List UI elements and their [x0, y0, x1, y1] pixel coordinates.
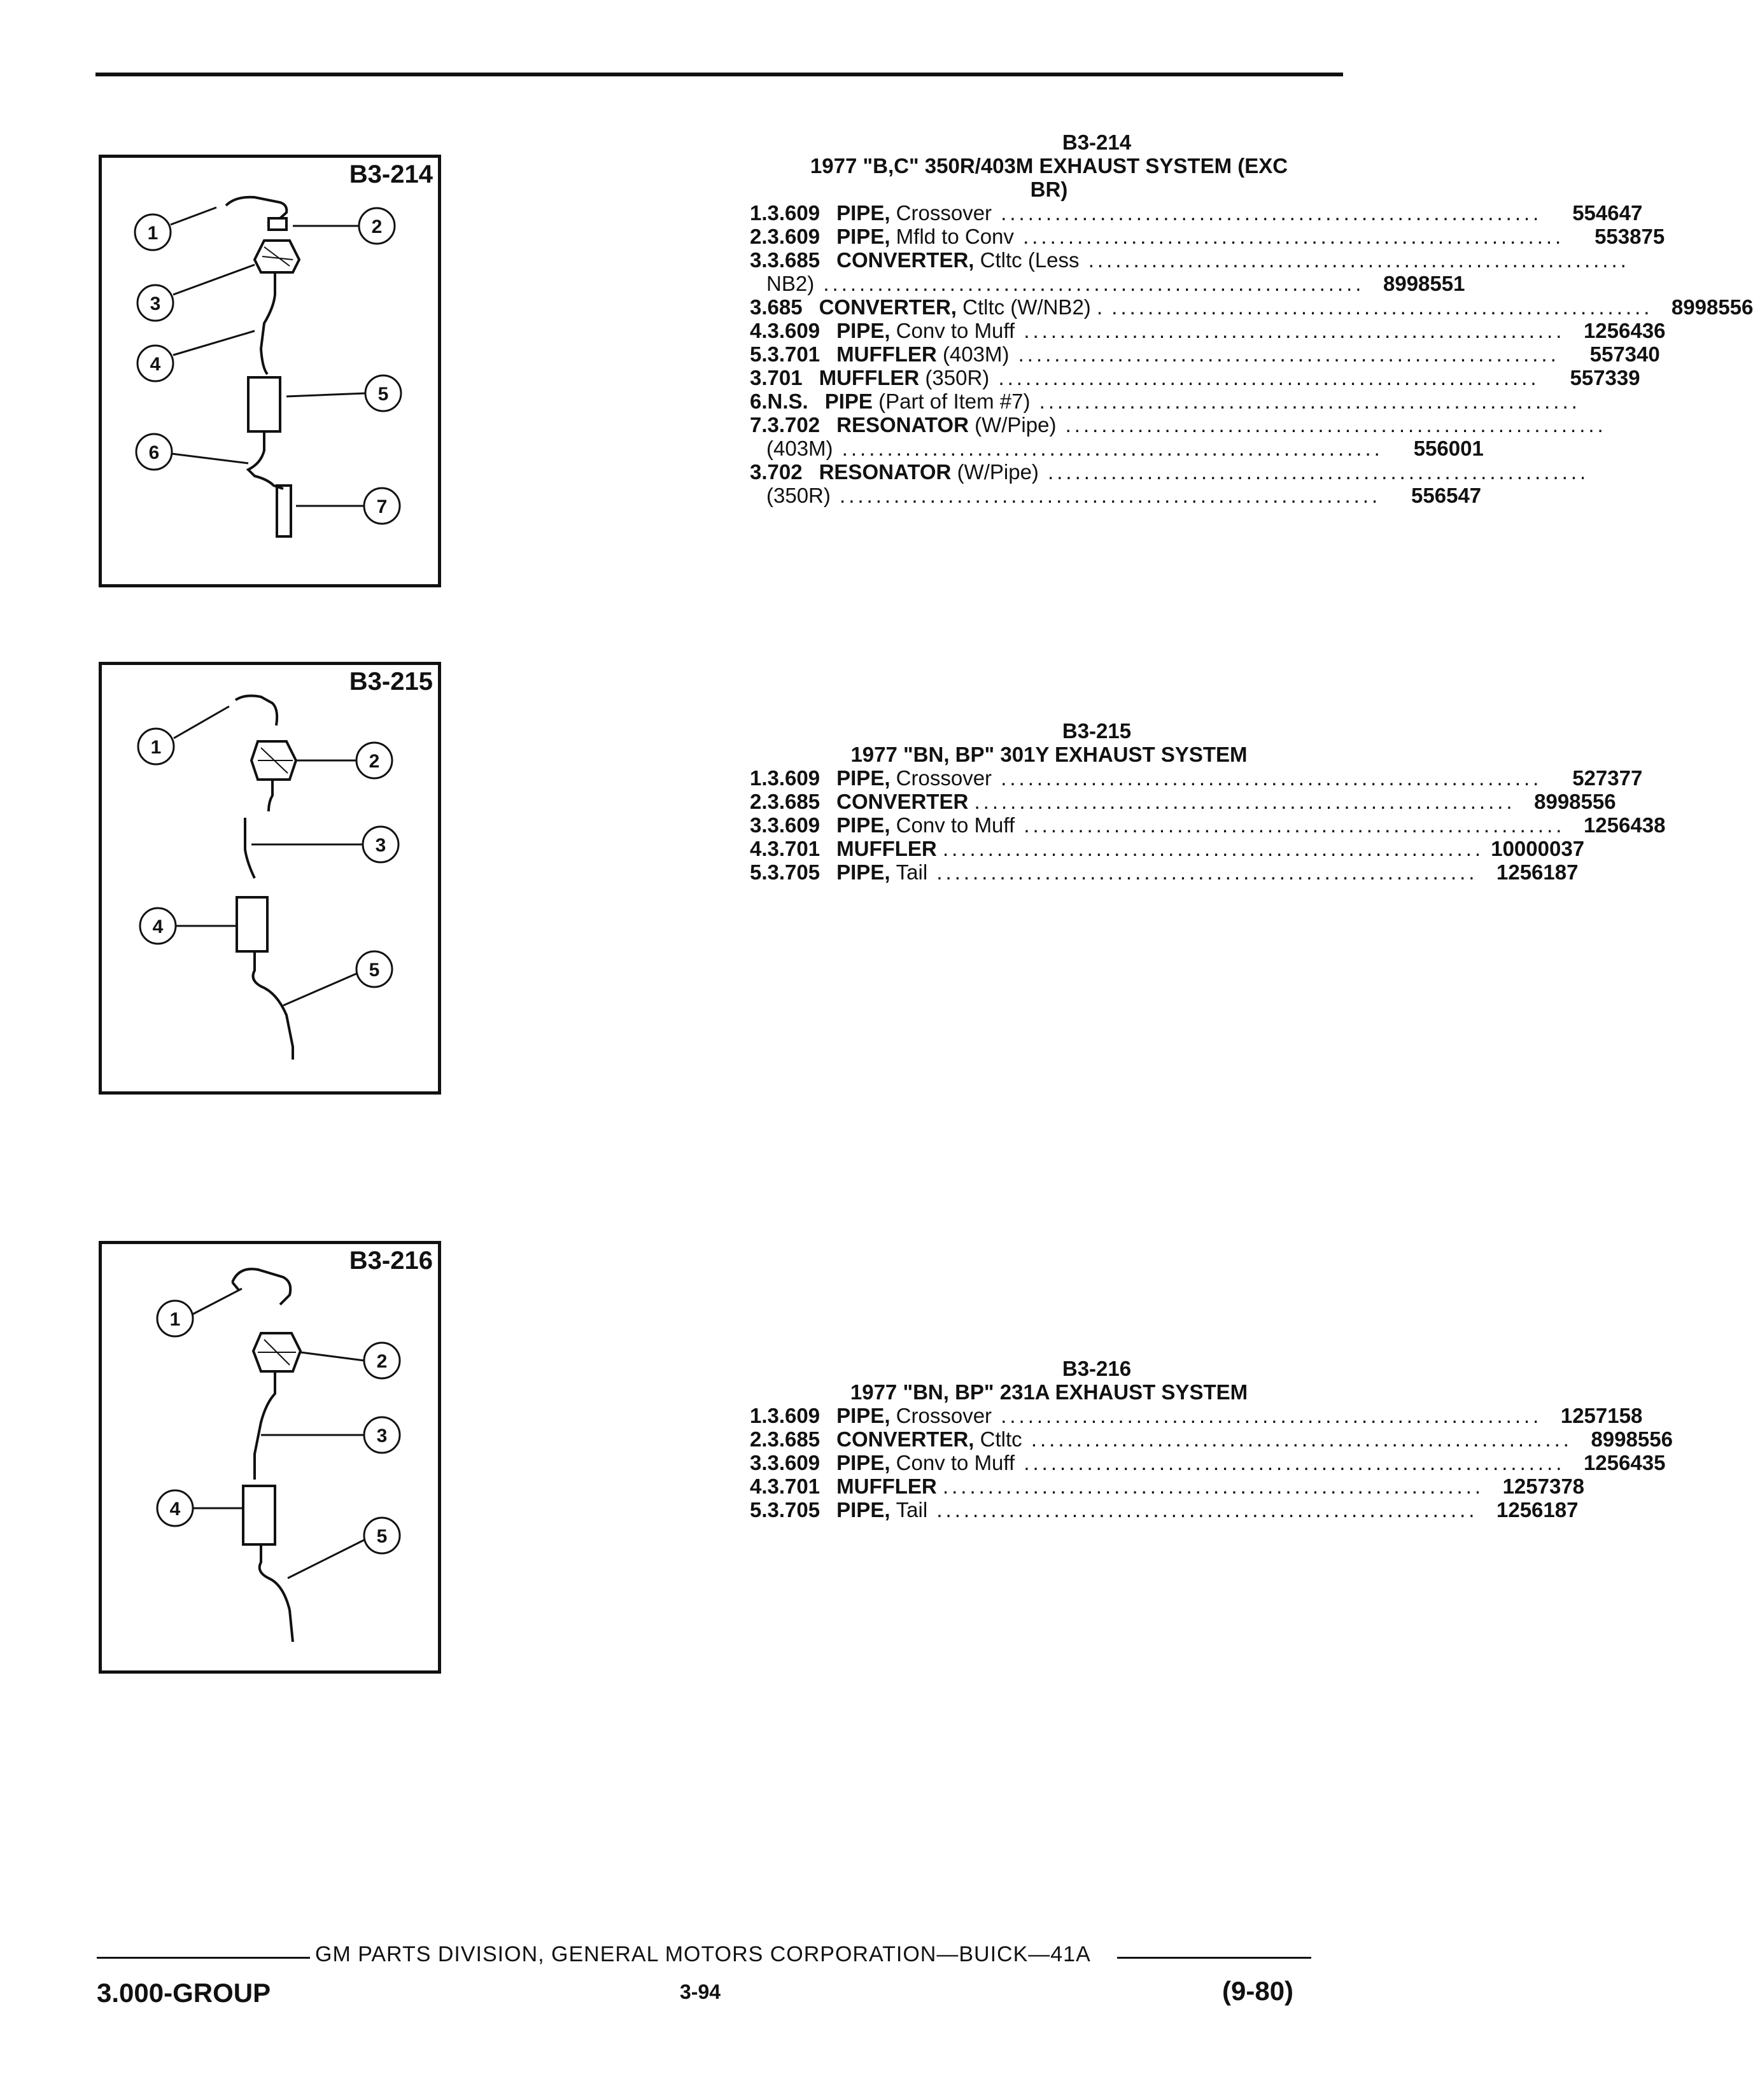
- part-name: PIPE,: [836, 225, 896, 248]
- part-description: [836, 1498, 1477, 1522]
- footer-page-number: 3-94: [680, 1980, 721, 2003]
- callout-4: 4: [150, 354, 161, 375]
- group-number: 3.702: [750, 460, 803, 484]
- footer-rule-right: [1117, 1957, 1311, 1959]
- part-number: 8998556: [1671, 295, 1753, 319]
- leader-dots: ............................................................: [1009, 342, 1559, 366]
- footer-date: (9-80): [1222, 1976, 1294, 2006]
- leader-dots: ............................................................: [989, 366, 1540, 389]
- item-number: 1.: [750, 201, 768, 225]
- part-number: 8998551: [1383, 272, 1465, 295]
- leader-dots: ............................................................: [992, 201, 1542, 225]
- tail-pipe-shape: [260, 1544, 293, 1642]
- part-number: 1256187: [1496, 860, 1579, 884]
- parts-rows: [750, 766, 1666, 884]
- part-name: CONVERTER,: [836, 1427, 980, 1451]
- part-detail: Crossover: [896, 1404, 992, 1427]
- item-number: 6.: [750, 389, 768, 413]
- part-detail: (403M): [766, 437, 833, 460]
- muff-pipe-shape: [255, 1371, 275, 1480]
- leader-dots: ............................................................: [942, 837, 1484, 860]
- leader-dots: ............................................................: [1079, 248, 1630, 272]
- section-title: 1977 "BN, BP" 231A EXHAUST SYSTEM: [850, 1380, 1248, 1404]
- part-name: PIPE,: [836, 1451, 896, 1474]
- part-number: 556001: [1413, 437, 1484, 460]
- exhaust-diagram: [102, 665, 438, 1091]
- group-number: 3.609: [767, 201, 820, 225]
- group-number: 3.609: [767, 813, 820, 837]
- item-number: 2.: [750, 225, 768, 248]
- parts-row: [750, 813, 1666, 837]
- part-detail: NB2): [766, 272, 815, 295]
- item-number: 1.: [750, 766, 768, 790]
- parts-row: [750, 272, 1465, 295]
- part-number: 557339: [1570, 366, 1640, 389]
- part-description: [836, 813, 1565, 837]
- part-number: 554647: [1572, 201, 1643, 225]
- part-description: [836, 1404, 1542, 1427]
- part-description: [819, 366, 1540, 389]
- item-number: 2.: [750, 1427, 768, 1451]
- part-number: 1256436: [1583, 319, 1666, 342]
- group-number: 3.609: [767, 1451, 820, 1474]
- part-name: PIPE,: [836, 813, 896, 837]
- part-number: 527377: [1572, 766, 1643, 790]
- callout-4: 4: [169, 1499, 181, 1520]
- item-number: 4.: [750, 1474, 768, 1498]
- group-number: 3.685: [767, 1427, 820, 1451]
- group-number: 3.609: [767, 319, 820, 342]
- parts-row: [750, 413, 1607, 437]
- crossover-pipe-shape: [226, 197, 286, 218]
- parts-row: [750, 1498, 1579, 1522]
- muffler-shape: [237, 897, 267, 951]
- item-number: 5.: [750, 342, 768, 366]
- part-name: PIPE,: [836, 1404, 896, 1427]
- callout-1: 1: [150, 737, 162, 758]
- parts-row: [750, 1404, 1643, 1427]
- parts-row: [750, 1474, 1585, 1498]
- section-id: B3-216: [1062, 1357, 1132, 1380]
- parts-row: [750, 860, 1579, 884]
- callout-5: 5: [369, 960, 380, 981]
- leader-dots: ............................................................: [1013, 225, 1565, 248]
- part-detail: Ctltc (Less: [980, 248, 1080, 272]
- leader-dots: ............................................................: [992, 1404, 1542, 1427]
- part-number: 1256187: [1496, 1498, 1579, 1522]
- part-number: [1607, 413, 1707, 437]
- part-number: 8998556: [1534, 790, 1616, 813]
- leader-dots: ............................................................: [830, 484, 1381, 507]
- part-name: CONVERTER,: [819, 295, 963, 319]
- part-detail: Conv to Muff: [896, 319, 1015, 342]
- part-number: 556547: [1411, 484, 1482, 507]
- tail-pipe-shape: [253, 951, 293, 1060]
- parts-row: [750, 1451, 1666, 1474]
- parts-rows: [750, 1404, 1673, 1522]
- leader-dots: ............................................................: [927, 860, 1478, 884]
- part-description: [836, 201, 1542, 225]
- part-detail: Conv to Muff: [896, 813, 1015, 837]
- exhaust-diagram: [102, 158, 438, 584]
- parts-row: [750, 389, 1581, 413]
- muff-pipe-shape: [261, 272, 275, 374]
- parts-list-b3-215: [750, 719, 1666, 884]
- leader-dots: ............................................................: [942, 1474, 1484, 1498]
- muffler-shape: [248, 377, 280, 431]
- item-number: 3.: [750, 248, 768, 272]
- footer-division: GM PARTS DIVISION, GENERAL MOTORS CORPORATION—BUICK—41A: [315, 1942, 1091, 1966]
- parts-list-b3-214: [750, 130, 1753, 507]
- group-number: 3.701: [750, 366, 803, 389]
- parts-row: [750, 248, 1630, 272]
- callout-3: 3: [375, 835, 386, 856]
- item-number: 4.: [750, 319, 768, 342]
- part-description: [819, 460, 1589, 484]
- part-description: [766, 484, 1381, 507]
- part-description: [836, 860, 1477, 884]
- part-detail: Conv to Muff: [896, 1451, 1015, 1474]
- group-number: 3.701: [767, 1474, 820, 1498]
- item-number: 4.: [750, 837, 768, 860]
- item-number: 5.: [750, 1498, 768, 1522]
- part-number: [1581, 389, 1681, 413]
- part-name: RESONATOR: [836, 413, 975, 437]
- part-detail: Mfld to Conv: [896, 225, 1014, 248]
- parts-row: [750, 790, 1616, 813]
- parts-row: [750, 1427, 1673, 1451]
- part-name: RESONATOR: [819, 460, 957, 484]
- part-detail: (W/Pipe): [975, 413, 1057, 437]
- figure-id: B3-214: [349, 160, 433, 188]
- leader-dots: ............................................................: [992, 766, 1542, 790]
- parts-row: [750, 366, 1640, 389]
- part-description: [836, 413, 1607, 437]
- group-number: 3.685: [750, 295, 803, 319]
- group-number: 3.685: [767, 248, 820, 272]
- group-number: 3.701: [767, 837, 820, 860]
- group-number: [750, 272, 766, 295]
- callout-6: 6: [148, 442, 160, 463]
- part-detail: (350R): [925, 366, 990, 389]
- part-description: [836, 342, 1559, 366]
- item-number: 1.: [750, 1404, 768, 1427]
- group-number: 3.685: [767, 790, 820, 813]
- item-number: 5.: [750, 860, 768, 884]
- part-name: PIPE,: [836, 766, 896, 790]
- footer-group: 3.000-GROUP: [97, 1978, 271, 2008]
- part-name: CONVERTER,: [836, 248, 980, 272]
- muff-pipe-shape: [245, 780, 272, 878]
- callout-5: 5: [377, 384, 389, 405]
- part-name: PIPE: [824, 389, 879, 413]
- part-detail: Tail: [896, 860, 928, 884]
- group-number: 3.702: [767, 413, 820, 437]
- part-name: MUFFLER: [836, 342, 943, 366]
- part-name: PIPE,: [836, 201, 896, 225]
- part-number: [1589, 460, 1689, 484]
- part-description: [766, 272, 1364, 295]
- part-number: [1630, 248, 1730, 272]
- part-description: [836, 319, 1565, 342]
- mfld-pipe-shape: [269, 218, 286, 230]
- intermediate-pipe-shape: [248, 431, 283, 489]
- parts-row: [750, 837, 1585, 860]
- exhaust-diagram: [102, 1244, 438, 1670]
- part-description: [836, 766, 1542, 790]
- part-description: [819, 295, 1653, 319]
- part-description: [836, 1451, 1565, 1474]
- footer-rule-left: [97, 1957, 310, 1959]
- part-detail: Crossover: [896, 766, 992, 790]
- parts-row: [750, 437, 1484, 460]
- part-number: 8998556: [1591, 1427, 1673, 1451]
- leader-dots: ............................................................: [1056, 413, 1607, 437]
- part-number: 10000037: [1491, 837, 1585, 860]
- item-number: 7.: [750, 413, 768, 437]
- figure-id: B3-215: [349, 668, 433, 696]
- figure-b3-215: [99, 662, 441, 1095]
- muffler-shape: [243, 1486, 275, 1544]
- group-number: 3.705: [767, 860, 820, 884]
- section-title: 1977 "B,C" 350R/403M EXHAUST SYSTEM (EXC: [810, 154, 1288, 178]
- part-name: MUFFLER: [836, 1474, 943, 1498]
- section-title: 1977 "BN, BP" 301Y EXHAUST SYSTEM: [850, 743, 1248, 766]
- part-number: 1257378: [1502, 1474, 1585, 1498]
- parts-row: [750, 342, 1660, 366]
- part-detail: (Part of Item #7): [878, 389, 1031, 413]
- callout-1: 1: [169, 1309, 181, 1330]
- section-id: B3-214: [1062, 130, 1132, 154]
- part-detail: Crossover: [896, 201, 992, 225]
- parts-row: [750, 295, 1753, 319]
- leader-dots: ............................................................: [1038, 460, 1589, 484]
- leader-dots: ............................................................: [1015, 319, 1565, 342]
- group-number: [750, 484, 766, 507]
- group-number: 3.609: [767, 766, 820, 790]
- parts-row: [750, 201, 1643, 225]
- part-number: 553875: [1595, 225, 1665, 248]
- parts-row: [750, 766, 1643, 790]
- part-description: [825, 389, 1581, 413]
- group-number: 3.705: [767, 1498, 820, 1522]
- parts-row: [750, 484, 1482, 507]
- item-number: 3.: [750, 813, 768, 837]
- callout-4: 4: [152, 916, 164, 937]
- section-id: B3-215: [1062, 719, 1132, 743]
- group-number: 3.609: [767, 1404, 820, 1427]
- leader-dots: ............................................................: [1022, 1427, 1572, 1451]
- callout-3: 3: [376, 1425, 388, 1446]
- part-description: [836, 837, 1484, 860]
- parts-list-b3-216: [750, 1357, 1673, 1522]
- callout-5: 5: [376, 1526, 388, 1547]
- figure-id: B3-216: [349, 1247, 433, 1275]
- leader-dots: ............................................................: [1015, 813, 1565, 837]
- group-number: 3.609: [767, 225, 820, 248]
- part-number: 1256438: [1583, 813, 1666, 837]
- parts-row: [750, 460, 1589, 484]
- leader-dots: ............................................................: [1030, 389, 1581, 413]
- part-detail: (W/Pipe): [957, 460, 1039, 484]
- part-number: 1256435: [1583, 1451, 1666, 1474]
- part-detail: Ctltc: [980, 1427, 1022, 1451]
- top-rule: [95, 73, 1343, 76]
- part-description: [836, 1474, 1484, 1498]
- parts-rows: [750, 201, 1753, 507]
- part-description: [836, 248, 1630, 272]
- callout-group: [135, 207, 401, 524]
- item-number: 2.: [750, 790, 768, 813]
- part-detail: (350R): [766, 484, 831, 507]
- part-detail: Ctltc (W/NB2) .: [962, 295, 1103, 319]
- leader-dots: ............................................................: [1102, 295, 1653, 319]
- callout-2: 2: [369, 751, 380, 772]
- group-number: N.S.: [767, 389, 808, 413]
- part-name: MUFFLER: [819, 366, 926, 389]
- figure-b3-216: [99, 1241, 441, 1674]
- part-name: PIPE,: [836, 860, 896, 884]
- leader-dots: ............................................................: [1015, 1451, 1565, 1474]
- part-number: 557340: [1589, 342, 1660, 366]
- crossover-pipe-shape: [232, 1269, 290, 1305]
- callout-7: 7: [376, 496, 388, 517]
- item-number: 3.: [750, 1451, 768, 1474]
- part-description: [836, 1427, 1572, 1451]
- part-description: [836, 790, 1515, 813]
- part-name: CONVERTER: [836, 790, 975, 813]
- crossover-pipe-shape: [236, 696, 277, 725]
- callout-3: 3: [150, 293, 161, 314]
- parts-row: [750, 225, 1665, 248]
- part-detail: (403M): [942, 342, 1010, 366]
- resonator-shape: [277, 486, 291, 536]
- part-name: PIPE,: [836, 319, 896, 342]
- part-number: 1257158: [1560, 1404, 1643, 1427]
- leader-dots: ............................................................: [927, 1498, 1478, 1522]
- figure-b3-214: [99, 155, 441, 587]
- callout-1: 1: [147, 223, 158, 244]
- part-detail: Tail: [896, 1498, 928, 1522]
- leader-dots: ............................................................: [814, 272, 1365, 295]
- leader-dots: ............................................................: [974, 790, 1516, 813]
- callout-2: 2: [376, 1351, 388, 1372]
- leader-dots: ............................................................: [833, 437, 1383, 460]
- section-title-continued: BR): [1030, 178, 1068, 201]
- group-number: [750, 437, 766, 460]
- group-number: 3.701: [767, 342, 820, 366]
- callout-2: 2: [371, 216, 383, 237]
- part-name: MUFFLER: [836, 837, 943, 860]
- parts-row: [750, 319, 1666, 342]
- part-name: PIPE,: [836, 1498, 896, 1522]
- part-description: [766, 437, 1383, 460]
- part-description: [836, 225, 1564, 248]
